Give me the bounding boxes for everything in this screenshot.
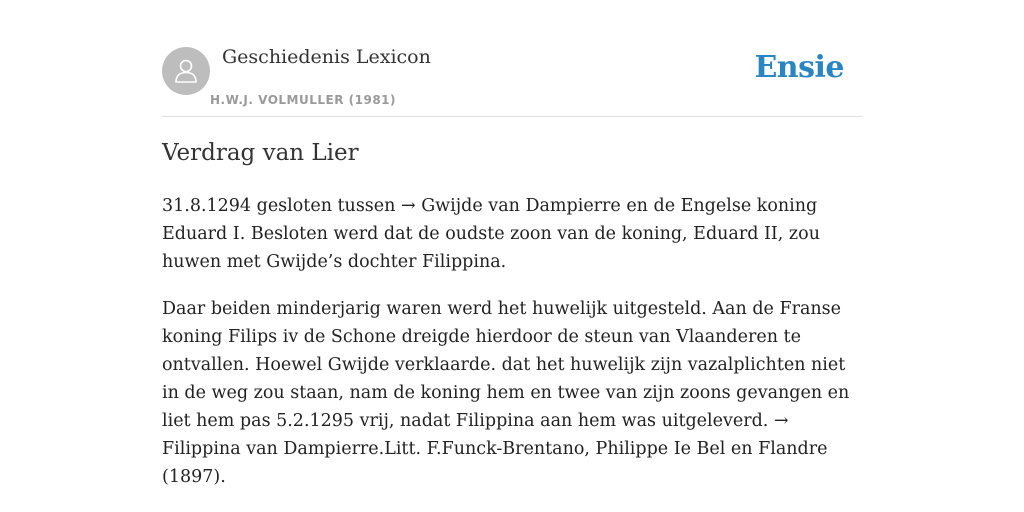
entry-paragraph: Daar beiden minderjarig waren werd het huwelijk uitgesteld. Aan de Franse koning Filips iv de Schone dreigde hierdoor de steun van Vlaanderen te ontvallen. Hoewel Gwijde verklaarde. dat het huwelijk zijn vazalplichten niet in de weg zou staan, nam de koning hem en twee van zijn zoons gevangen en liet hem pas 5.2.1295 vrij, nadat Filippina aan hem was uitgeleverd. → Filippina van Dampierre.Litt. F.Funck-Brentano, Philippe Ie Bel en Flandre (1897). — [162, 299, 850, 487]
entry-body — [162, 192, 862, 510]
user-icon — [171, 56, 201, 86]
entry-title: Verdrag van Lier — [162, 140, 359, 166]
source-title[interactable]: Geschiedenis Lexicon — [222, 46, 431, 68]
source-author[interactable]: H.W.J. VOLMULLER (1981) — [210, 93, 397, 107]
author-avatar[interactable] — [162, 47, 210, 95]
ensie-logo[interactable]: Ensie — [754, 50, 844, 85]
entry-paragraph: 31.8.1294 gesloten tussen → Gwijde van Dampierre en de Engelse koning Eduard I. Besloten werd dat de oudste zoon van de koning, Eduard II, zou huwen met Gwijde’s dochter Filippina. — [162, 196, 820, 272]
source-header — [162, 44, 862, 117]
